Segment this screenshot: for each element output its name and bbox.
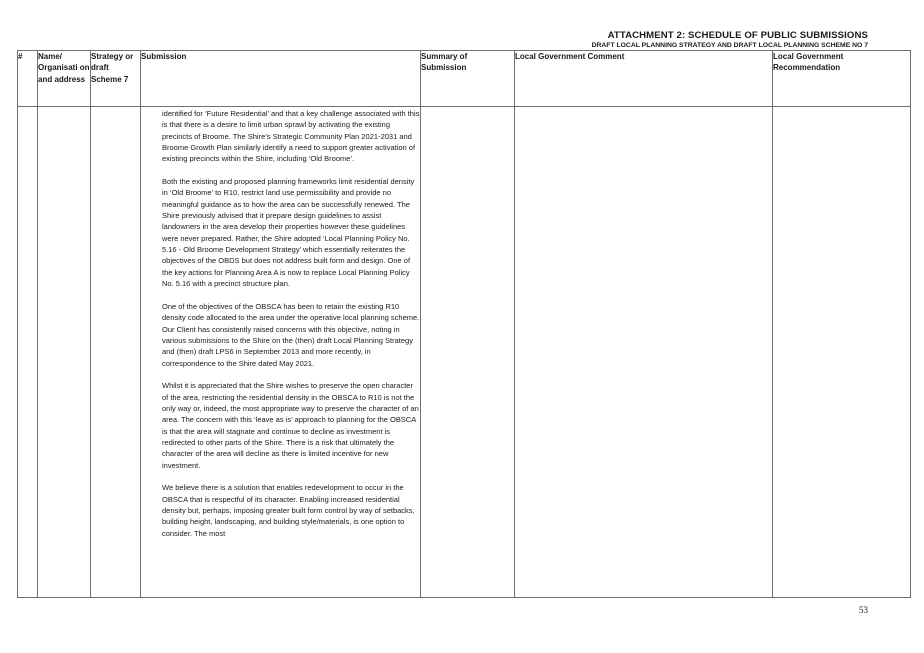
submission-paragraph: We believe there is a solution that enables redevelopment to occur in the OBSCA that is respectful of its character. Enabling increased residential density but, perhaps, imposing greater built form control by way of setbacks, building height, landscaping, and building style/materials, is one option to consider. The most bbox=[162, 483, 415, 538]
document-subtitle: DRAFT LOCAL PLANNING STRATEGY AND DRAFT LOCAL PLANNING SCHEME NO 7 bbox=[591, 42, 868, 49]
cell-name bbox=[38, 107, 91, 598]
cell-comment bbox=[515, 107, 773, 598]
submission-paragraph: One of the objectives of the OBSCA has been to retain the existing R10 density code allocated to the area under the operative local planning scheme. Our Client has consistently raised concerns with this objective, noting in various submissions to the Shire on the (then) draft Local Planning Strategy and (then) draft LPS6 in September 2013 and more recently, in correspondence to the Shire dated May 2021. bbox=[162, 301, 420, 368]
page-number: 53 bbox=[859, 605, 868, 615]
cell-strategy bbox=[91, 107, 141, 598]
table-header-row bbox=[18, 51, 911, 107]
column-header-comment: Local Government Comment bbox=[515, 51, 773, 107]
column-header-recommendation: Local Government Recommendation bbox=[773, 51, 911, 107]
column-header-name: Name/ Organisati on and address bbox=[38, 51, 91, 107]
cell-submission bbox=[141, 107, 421, 598]
cell-summary bbox=[421, 107, 515, 598]
column-header-submission: Submission bbox=[141, 51, 421, 107]
cell-recommendation bbox=[773, 107, 911, 598]
submission-paragraph: Both the existing and proposed planning frameworks limit residential density in ‘Old Broome’ to R10, restrict land use permissibility and provide no meaningful guidance as to how the area can be successfully renewed. The Shire previously advised that it prepare design guidelines to assist landowners in the area develop their properties however these guidelines were never prepared. Rather, the Shire adopted ‘Local Planning Policy No. 5.16 - Old Broome Development Strategy’ which essentially reiterates the objectives of the OBDS but does not address built form and design. One of the key actions for Planning Area A is now to replace Local Planning Policy No. 5.16 with a precinct structure plan. bbox=[162, 177, 415, 289]
submission-text bbox=[141, 107, 420, 539]
submission-paragraph: identified for ‘Future Residential’ and that a key challenge associated with this is that there is a desire to limit urban sprawl by activating the existing precincts of Broome. The Shire’s Strategic Community Plan 2021-2031 and Broome Growth Plan similarly identify a need to support greater activation of existing precincts within the Shire, including ‘Old Broome’. bbox=[162, 109, 420, 164]
column-header-summary: Summary of Submission bbox=[421, 51, 515, 107]
table-row bbox=[18, 107, 911, 598]
document-title: ATTACHMENT 2: SCHEDULE OF PUBLIC SUBMISSIONS bbox=[607, 30, 868, 41]
submissions-table bbox=[17, 50, 911, 598]
column-header-number: # bbox=[18, 51, 38, 107]
cell-number bbox=[18, 107, 38, 598]
submission-paragraph: Whilst it is appreciated that the Shire wishes to preserve the open character of the area, restricting the residential density in the OBSCA to R10 is not the only way or, indeed, the most appropriate way to preserve the character of an area. The concern with this ‘leave as is’ approach to planning for the OBSCA is that the area will stagnate and continue to decline as investment is redirected to other parts of the Shire. There is a risk that ultimately the character of the area will decline as there is limited incentive for new investment. bbox=[162, 381, 419, 470]
column-header-strategy: Strategy or draft Scheme 7 bbox=[91, 51, 141, 107]
